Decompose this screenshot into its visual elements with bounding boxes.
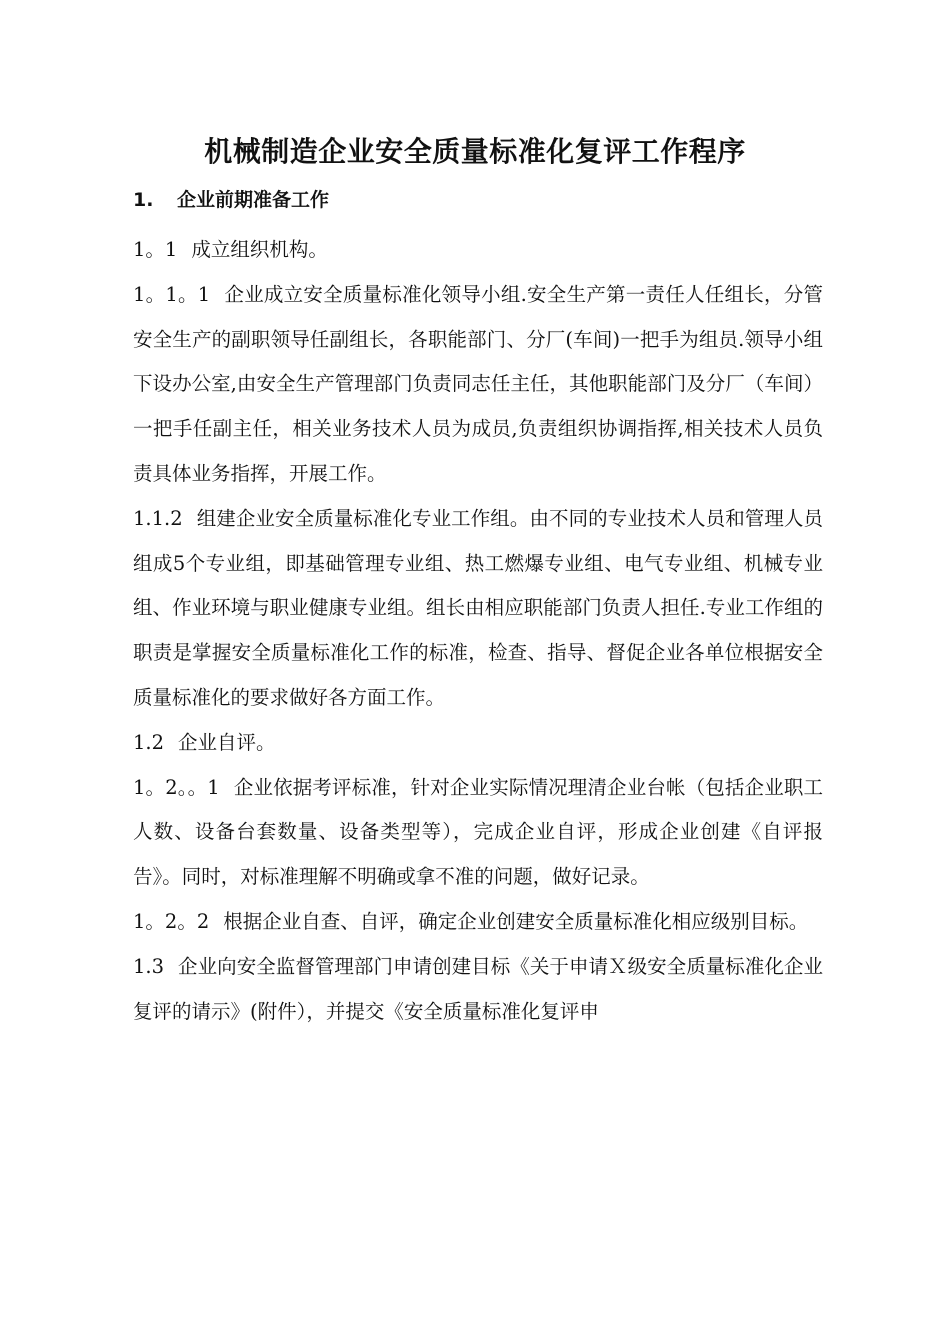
section-heading-text: 企业前期准备工作 <box>177 189 330 211</box>
document-title: 机械制造企业安全质量标准化复评工作程序 <box>204 135 746 168</box>
paragraph-1-3 <box>133 945 823 1035</box>
document-body <box>133 228 823 1034</box>
paragraph-number: 1。2。。1 <box>133 775 220 799</box>
paragraph-number: 1.1.2 <box>133 506 183 530</box>
paragraph-text: 企业依据考评标准，针对企业实际情况理清企业台帐（包括企业职工人数、设备台套数量、设备类型等），完成企业自评，形成企业创建《自评报告》。同时，对标准理解不明确或拿不准的问题，做好记录。 <box>133 775 823 889</box>
paragraph-1-1-1 <box>133 273 823 497</box>
paragraph-1-2-1 <box>133 766 823 900</box>
paragraph-number: 1.3 <box>133 954 165 978</box>
section-heading <box>133 184 329 216</box>
section-number: 1. <box>133 189 154 211</box>
paragraph-text: 根据企业自查、自评，确定企业创建安全质量标准化相应级别目标。 <box>223 909 809 933</box>
paragraph-number: 1。1。1 <box>133 282 211 306</box>
paragraph-text: 企业自评。 <box>178 730 276 754</box>
paragraph-text: 企业成立安全质量标准化领导小组.安全生产第一责任人任组长，分管安全生产的副职领导任副组长，各职能部门、分厂(车间)一把手为组员.领导小组下设办公室,由安全生产管理部门负责同志任主任，其他职能部门及分厂（车间）一把手任副主任，相关业务技术人员为成员,负责组织协调指挥,相关技术人员负责具体业务指挥，开展工作。 <box>133 282 823 485</box>
paragraph-number: 1。2。2 <box>133 909 210 933</box>
paragraph-number: 1。1 <box>133 238 178 261</box>
paragraph-text: 组建企业安全质量标准化专业工作组。由不同的专业技术人员和管理人员组成5个专业组，即基础管理专业组、热工燃爆专业组、电气专业组、机械专业组、作业环境与职业健康专业组。组长由相应职能部门负责人担任.专业工作组的职责是掌握安全质量标准化工作的标准，检查、指导、督促企业各单位根据安全质量标准化的要求做好各方面工作。 <box>133 506 823 709</box>
paragraph-1-1 <box>133 228 823 273</box>
paragraph-1-1-2 <box>133 497 823 721</box>
paragraph-number: 1.2 <box>133 730 165 754</box>
paragraph-text: 成立组织机构。 <box>191 238 328 261</box>
paragraph-1-2-2 <box>133 900 823 945</box>
paragraph-text: 企业向安全监督管理部门申请创建目标《关于申请Ｘ级安全质量标准化企业复评的请示》(附件），并提交《安全质量标准化复评申 <box>133 954 823 1023</box>
paragraph-1-2 <box>133 721 823 766</box>
